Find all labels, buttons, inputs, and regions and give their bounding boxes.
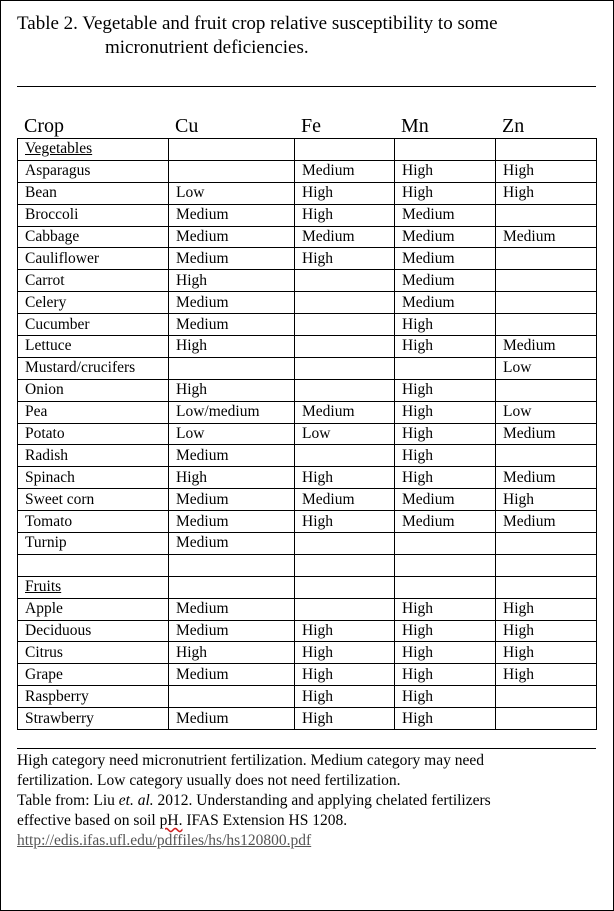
rating-cell-cu — [169, 160, 295, 182]
rating-cell-cu — [169, 686, 295, 708]
citation-title-cont: effective based on soil — [17, 812, 160, 829]
rating-cell-fe — [295, 533, 395, 555]
table-row — [18, 226, 597, 248]
crop-name-cell: Broccoli — [18, 204, 169, 226]
top-divider — [17, 86, 596, 87]
rating-cell-zn — [496, 204, 597, 226]
rating-cell-fe — [295, 576, 395, 598]
rating-cell-cu — [169, 576, 295, 598]
rating-cell-zn: High — [496, 160, 597, 182]
rating-cell-fe: High — [295, 620, 395, 642]
crop-name-cell: Potato — [18, 423, 169, 445]
rating-cell-zn: High — [496, 642, 597, 664]
rating-cell-cu: Medium — [169, 620, 295, 642]
table-row — [18, 423, 597, 445]
rating-cell-fe — [295, 314, 395, 336]
rating-cell-zn: High — [496, 620, 597, 642]
bottom-divider — [17, 748, 596, 749]
crop-name-cell: Cucumber — [18, 314, 169, 336]
rating-cell-zn: High — [496, 598, 597, 620]
rating-cell-cu: Medium — [169, 226, 295, 248]
crop-name-cell: Cabbage — [18, 226, 169, 248]
rating-cell-cu: Low/medium — [169, 401, 295, 423]
rating-cell-fe — [295, 598, 395, 620]
rating-cell-fe — [295, 336, 395, 358]
rating-cell-mn — [395, 533, 496, 555]
crop-name-cell: Raspberry — [18, 686, 169, 708]
table-row — [18, 270, 597, 292]
rating-cell-fe: Medium — [295, 160, 395, 182]
rating-cell-cu: High — [169, 642, 295, 664]
note-line-2: fertilization. Low category usually does not need fertilization. — [17, 772, 401, 789]
rating-cell-mn: Medium — [395, 511, 496, 533]
rating-cell-mn — [395, 139, 496, 161]
rating-cell-mn: High — [395, 401, 496, 423]
rating-cell-fe — [295, 292, 395, 314]
rating-cell-mn: High — [395, 686, 496, 708]
column-header-fe: Fe — [301, 115, 321, 137]
crop-name-cell: Asparagus — [18, 160, 169, 182]
rating-cell-fe — [295, 554, 395, 576]
crop-name-cell: Bean — [18, 182, 169, 204]
rating-cell-mn: High — [395, 379, 496, 401]
rating-cell-mn: High — [395, 423, 496, 445]
rating-cell-mn: High — [395, 598, 496, 620]
rating-cell-zn: Medium — [496, 467, 597, 489]
rating-cell-fe: Medium — [295, 489, 395, 511]
table-row — [18, 204, 597, 226]
rating-cell-mn: Medium — [395, 292, 496, 314]
rating-cell-mn — [395, 554, 496, 576]
rating-cell-zn — [496, 708, 597, 730]
table-row — [18, 467, 597, 489]
column-header-zn: Zn — [502, 115, 525, 137]
rating-cell-cu: High — [169, 270, 295, 292]
crop-name-cell: Onion — [18, 379, 169, 401]
section-header-row — [18, 139, 597, 161]
rating-cell-mn — [395, 576, 496, 598]
rating-cell-fe: Low — [295, 423, 395, 445]
rating-cell-cu: Medium — [169, 248, 295, 270]
table-row — [18, 664, 597, 686]
rating-cell-mn — [395, 357, 496, 379]
section-label: Vegetables — [18, 139, 169, 161]
table-row — [18, 620, 597, 642]
spacer-row — [18, 554, 597, 576]
table-row — [18, 357, 597, 379]
table-row — [18, 642, 597, 664]
source-link[interactable]: http://edis.ifas.ufl.edu/pdffiles/hs/hs120800.pdf — [17, 832, 312, 849]
rating-cell-mn: Medium — [395, 489, 496, 511]
crop-name-cell: Apple — [18, 598, 169, 620]
title-line-2: micronutrient deficiencies. — [105, 37, 309, 58]
rating-cell-mn: High — [395, 336, 496, 358]
crop-name-cell: Citrus — [18, 642, 169, 664]
table-row — [18, 314, 597, 336]
rating-cell-zn: Medium — [496, 511, 597, 533]
crop-name-cell: Grape — [18, 664, 169, 686]
rating-cell-fe — [295, 445, 395, 467]
crop-name-cell: Deciduous — [18, 620, 169, 642]
rating-cell-mn: High — [395, 314, 496, 336]
crop-name-cell: Mustard/crucifers — [18, 357, 169, 379]
rating-cell-mn: High — [395, 620, 496, 642]
rating-cell-zn — [496, 248, 597, 270]
rating-cell-cu: High — [169, 336, 295, 358]
rating-cell-cu: Low — [169, 423, 295, 445]
citation-ph: pH. — [159, 812, 183, 829]
table-row — [18, 160, 597, 182]
rating-cell-zn — [496, 445, 597, 467]
rating-cell-mn: High — [395, 708, 496, 730]
rating-cell-mn: Medium — [395, 226, 496, 248]
rating-cell-fe: High — [295, 204, 395, 226]
rating-cell-fe — [295, 139, 395, 161]
column-header-mn: Mn — [401, 115, 429, 137]
rating-cell-mn: High — [395, 160, 496, 182]
rating-cell-zn — [496, 554, 597, 576]
table-row — [18, 336, 597, 358]
crop-name-cell: Turnip — [18, 533, 169, 555]
table-row — [18, 292, 597, 314]
column-header-cu: Cu — [175, 115, 199, 137]
rating-cell-zn: Low — [496, 401, 597, 423]
rating-cell-cu — [169, 139, 295, 161]
citation-source: IFAS Extension HS 1208. — [182, 812, 348, 829]
rating-cell-cu: Medium — [169, 664, 295, 686]
rating-cell-zn — [496, 292, 597, 314]
table-row — [18, 401, 597, 423]
rating-cell-mn: Medium — [395, 204, 496, 226]
rating-cell-zn: High — [496, 664, 597, 686]
table-row — [18, 511, 597, 533]
rating-cell-zn: Medium — [496, 336, 597, 358]
section-label: Fruits — [18, 576, 169, 598]
rating-cell-fe: High — [295, 511, 395, 533]
rating-cell-mn: Medium — [395, 248, 496, 270]
rating-cell-cu: High — [169, 379, 295, 401]
rating-cell-fe: High — [295, 708, 395, 730]
note-line-1: High category need micronutrient fertilization. Medium category may need — [17, 752, 484, 769]
citation-line-2 — [17, 811, 602, 831]
rating-cell-mn: High — [395, 642, 496, 664]
rating-cell-cu: Medium — [169, 292, 295, 314]
crop-name-cell: Lettuce — [18, 336, 169, 358]
crop-name-cell: Pea — [18, 401, 169, 423]
rating-cell-zn: Low — [496, 357, 597, 379]
citation-authors: Table from: Liu — [17, 792, 119, 809]
column-header-row — [17, 114, 596, 138]
rating-cell-fe — [295, 270, 395, 292]
citation-title: 2012. Understanding and applying chelated fertilizers — [153, 792, 491, 809]
rating-cell-cu: Medium — [169, 204, 295, 226]
rating-cell-mn: High — [395, 664, 496, 686]
crop-name-cell: Sweet corn — [18, 489, 169, 511]
crop-name-cell: Spinach — [18, 467, 169, 489]
crop-name-cell: Cauliflower — [18, 248, 169, 270]
crop-name-cell: Radish — [18, 445, 169, 467]
table-row — [18, 708, 597, 730]
rating-cell-fe — [295, 357, 395, 379]
citation-line-1 — [17, 791, 602, 811]
rating-cell-mn: High — [395, 467, 496, 489]
title-line-1: Table 2. Vegetable and fruit crop relative susceptibility to some — [17, 13, 498, 34]
rating-cell-cu: Medium — [169, 533, 295, 555]
rating-cell-fe: High — [295, 642, 395, 664]
crop-name-cell: Tomato — [18, 511, 169, 533]
table-row — [18, 182, 597, 204]
rating-cell-cu: Medium — [169, 708, 295, 730]
rating-cell-fe: High — [295, 182, 395, 204]
table-row — [18, 489, 597, 511]
rating-cell-zn: Medium — [496, 423, 597, 445]
table-row — [18, 248, 597, 270]
rating-cell-zn — [496, 314, 597, 336]
rating-cell-fe: Medium — [295, 401, 395, 423]
rating-cell-zn — [496, 533, 597, 555]
rating-cell-zn — [496, 576, 597, 598]
rating-cell-cu — [169, 554, 295, 576]
section-header-row — [18, 576, 597, 598]
rating-cell-zn: High — [496, 489, 597, 511]
rating-cell-fe: High — [295, 664, 395, 686]
rating-cell-fe: High — [295, 686, 395, 708]
rating-cell-zn: High — [496, 182, 597, 204]
rating-cell-mn: Medium — [395, 270, 496, 292]
rating-cell-cu: High — [169, 467, 295, 489]
crop-name-cell: Strawberry — [18, 708, 169, 730]
crop-name-cell: Carrot — [18, 270, 169, 292]
rating-cell-fe: High — [295, 248, 395, 270]
rating-cell-cu: Medium — [169, 511, 295, 533]
rating-cell-mn: High — [395, 182, 496, 204]
footnotes — [17, 751, 602, 851]
table-row — [18, 379, 597, 401]
rating-cell-cu: Medium — [169, 314, 295, 336]
rating-cell-mn: High — [395, 445, 496, 467]
rating-cell-zn — [496, 270, 597, 292]
rating-cell-cu: Medium — [169, 598, 295, 620]
column-header-crop: Crop — [24, 115, 64, 137]
rating-cell-cu: Low — [169, 182, 295, 204]
rating-cell-fe: Medium — [295, 226, 395, 248]
rating-cell-cu: Medium — [169, 445, 295, 467]
crop-name-cell: Celery — [18, 292, 169, 314]
table-row — [18, 533, 597, 555]
rating-cell-fe — [295, 379, 395, 401]
crop-susceptibility-table — [17, 138, 597, 730]
table-row — [18, 598, 597, 620]
table-title — [17, 12, 498, 60]
rating-cell-zn: Medium — [496, 226, 597, 248]
citation-etal: et. al. — [118, 792, 154, 809]
rating-cell-zn — [496, 686, 597, 708]
rating-cell-cu — [169, 357, 295, 379]
table-row — [18, 445, 597, 467]
rating-cell-zn — [496, 139, 597, 161]
rating-cell-cu: Medium — [169, 489, 295, 511]
spacer-cell — [18, 554, 169, 576]
table-row — [18, 686, 597, 708]
rating-cell-zn — [496, 379, 597, 401]
rating-cell-fe: High — [295, 467, 395, 489]
